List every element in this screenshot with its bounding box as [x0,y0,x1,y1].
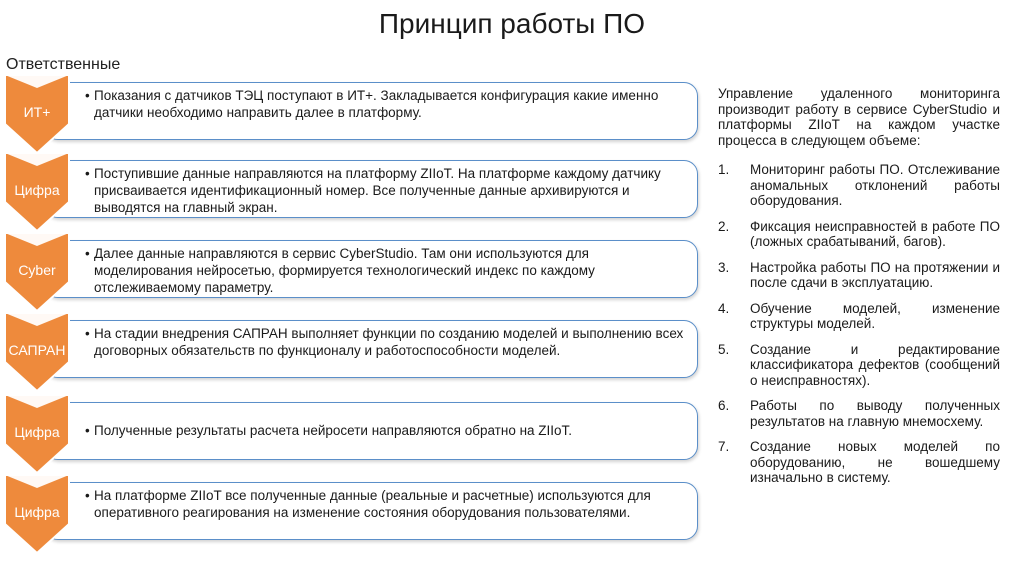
step-label: Цифра [14,182,60,198]
bullet: • [85,88,90,103]
step-text-block [86,165,690,216]
step-text: Показания с датчиков ТЭЦ поступают в ИТ+. Закладывается конфигурация какие именно датчики необходимо направить далее в платформу. [94,88,659,120]
list-item [718,342,1000,389]
step-text-block [86,245,690,296]
list-text: Обучение моделей, изменение структуры моделей. [750,300,1000,331]
list-number: 5. [718,341,730,357]
list-text: Работы по выводу полученных результатов на главную мнемосхему. [750,398,1000,429]
bullet: • [85,326,90,341]
process-step [0,402,702,464]
step-label: Цифра [14,424,60,440]
list-item [718,260,1000,291]
panel-intro: Управление удаленного мониторинга производит работу в сервисе CyberStudio и платформы ZIIoT на каждом участке процесса в следующем объеме: [718,86,1000,148]
list-item [718,439,1000,486]
process-step [0,160,702,222]
list-item [718,162,1000,209]
page-title: Принцип работы ПО [378,8,646,39]
bullet: • [85,166,90,181]
step-label: ИТ+ [23,104,51,120]
process-step [0,240,702,302]
bullet: • [85,488,90,503]
list-text: Мониторинг работы ПО. Отслеживание аномальных отклонений работы оборудования. [750,162,1000,208]
process-step [0,82,702,144]
step-text: Поступившие данные направляются на платформу ZIIoT. На платформе каждому датчику присваивается идентификационный номер. Все полученные данные архивируются и выводятся на главный экран. [94,166,661,215]
step-text: Полученные результаты расчета нейросети направляются обратно на ZIIoT. [94,423,573,438]
process-step [0,320,702,382]
process-step [0,482,702,544]
list-number: 4. [718,300,730,316]
list-number: 7. [718,439,730,454]
step-text: На стадии внедрения САПРАН выполняет функции по созданию моделей и выполнению всех договорных обязательств по функционалу и работоспособности моделей. [94,326,684,358]
step-text: На платформе ZIIoT все полученные данные (реальные и расчетные) используются для оперативного реагирования на изменение состояния оборудования пользователями. [94,488,651,520]
responsibilities-panel [718,86,1000,496]
bullet: • [85,246,90,261]
list-item [718,219,1000,250]
list-text: Настройка работы ПО на протяжении и после сдачи в эксплуатацию. [750,259,1000,290]
step-label: Cyber [18,262,56,278]
step-text: Далее данные направляются в сервис CyberStudio. Там они используются для моделирования нейросетью, формируется технологический индекс по каждому отслеживаемому параметру. [94,246,595,295]
step-text-block [86,422,690,439]
list-number: 1. [718,162,730,177]
list-text: Фиксация неисправностей в работе ПО (ложных срабатываний, багов). [750,218,1000,249]
step-text-block [86,325,690,359]
list-item [718,398,1000,429]
list-number: 3. [718,259,730,275]
list-item [718,301,1000,332]
step-label: Цифра [14,504,60,520]
section-label: Ответственные [6,56,121,73]
step-label: САПРАН [8,342,66,358]
list-number: 2. [718,218,730,234]
step-text-block [86,487,690,521]
list-text: Создание и редактирование классификатора дефектов (сообщений о неисправностях). [750,341,1000,388]
list-number: 6. [718,398,730,413]
step-text-block [86,87,690,121]
list-text: Создание новых моделей по оборудованию, не вошедшему изначально в систему. [750,439,1000,485]
bullet: • [85,423,90,438]
